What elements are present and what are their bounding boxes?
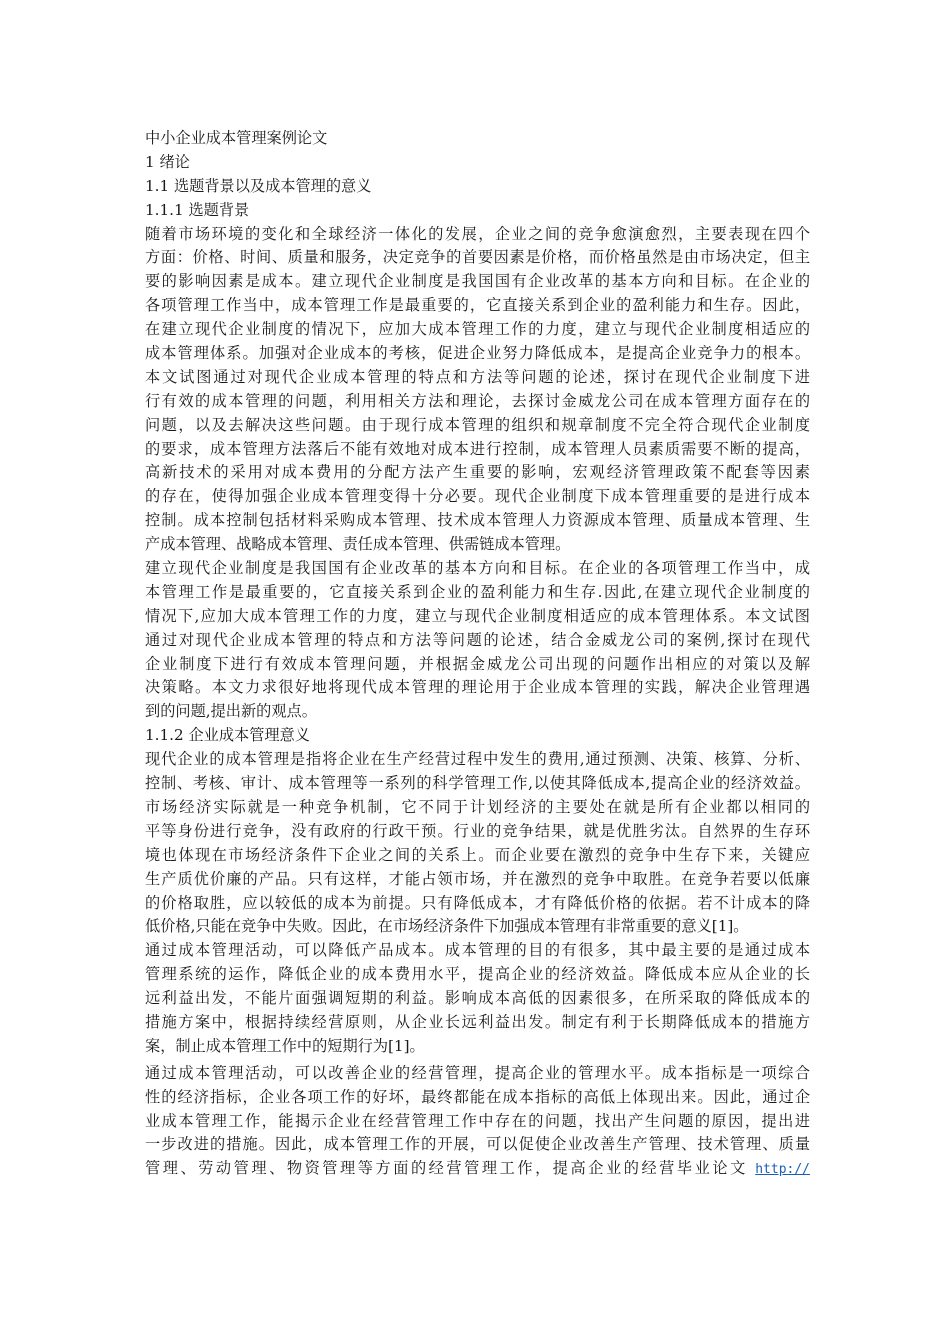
text-line-last — [145, 1157, 810, 1181]
text-line: 控制、考核、审计、成本管理等一系列的科学管理工作,以使其降低成本,提高企业的经济效益。 — [145, 774, 810, 793]
text-line: 本文试图通过对现代企业成本管理的特点和方法等问题的论述，探讨在现代企业制度下进 — [145, 367, 810, 386]
text-line: 一步改进的措施。因此，成本管理工作的开展，可以促使企业改善生产管理、技术管理、质量 — [145, 1135, 810, 1154]
text-line: 本管理工作是最重要的，它直接关系到企业的盈利能力和生存.因此,在建立现代企业制度的 — [145, 582, 810, 601]
paragraph-improve-management — [145, 1062, 810, 1181]
text-line: 企业制度下进行有效成本管理问题，并根据金威龙公司出现的问题作出相应的对策以及解 — [145, 654, 810, 673]
text-line: 决策略。本文力求很好地将现代成本管理的理论用于企业成本管理的实践，解决企业管理遇 — [145, 678, 810, 697]
text-line: 建立现代企业制度是我国国有企业改革的基本方向和目标。在企业的各项管理工作当中，成 — [145, 559, 810, 578]
text-line: 问题，以及去解决这些问题。由于现行成本管理的组织和规章制度不完全符合现代企业制度 — [145, 415, 810, 434]
text-line: 生产质优价廉的产品。只有这样，才能占领市场，并在激烈的竞争中取胜。在竞争若要以低廉 — [145, 869, 810, 888]
text-line: 案，制止成本管理工作中的短期行为[1]。 — [145, 1036, 425, 1055]
paragraph-reduce-cost — [145, 939, 810, 1058]
text-line: 的价格取胜，应以较低的成本为前提。只有降低成本，才有降低价格的依据。若不计成本的降 — [145, 893, 810, 912]
text-line: 通过成本管理活动，可以改善企业的经营管理，提高企业的管理水平。成本指标是一项综合 — [145, 1063, 810, 1082]
text-line: 措施方案中，根据持续经营原则，从企业长远利益出发。制定有利于长期降低成本的措施方 — [145, 1012, 810, 1031]
text-line: 情况下,应加大成本管理工作的力度，建立与现代企业制度相适应的成本管理体系。本文试图 — [145, 606, 810, 625]
text-line: 要的影响因素是成本。建立现代企业制度是我国国有企业改革的基本方向和目标。在企业的 — [145, 272, 810, 291]
text-line: 通过成本管理活动，可以降低产品成本。成本管理的目的有很多，其中最主要的是通过成本 — [145, 941, 810, 960]
text-line: 市场经济实际就是一种竞争机制，它不同于计划经济的主要处在就是所有企业都以相同的 — [145, 797, 810, 816]
text-line: 的存在，使得加强企业成本管理变得十分必要。现代企业制度下成本管理重要的是进行成本 — [145, 487, 810, 506]
text-line: 行有效的成本管理的问题，利用相关方法和理论，去探讨金威龙公司在成本管理方面存在的 — [145, 391, 810, 410]
paragraph-modern-enterprise — [145, 557, 810, 724]
text-line: 高新技术的采用对成本费用的分配方法产生重要的影响，宏观经济管理政策不配套等因素 — [145, 463, 810, 482]
text-fragment: 管理、劳动管理、物资管理等方面的经营管理工作，提高企业的经营毕业论文 — [145, 1159, 748, 1178]
text-line: 随着市场环境的变化和全球经济一体化的发展，企业之间的竞争愈演愈烈，主要表现在四个 — [145, 224, 810, 243]
heading-1-1-1: 1.1.1 选题背景 — [145, 200, 250, 219]
heading-1-1-2: 1.1.2 企业成本管理意义 — [145, 726, 310, 745]
heading-1-1: 1.1 选题背景以及成本管理的意义 — [145, 176, 372, 195]
text-line: 业成本管理工作，能揭示企业在经营管理工作中存在的问题，找出产生问题的原因，提出进 — [145, 1111, 810, 1130]
text-line: 平等身份进行竞争，没有政府的行政干预。行业的竞争结果，就是优胜劣汰。自然界的生存环 — [145, 821, 810, 840]
text-line: 到的问题,提出新的观点。 — [145, 702, 317, 721]
text-line: 低价格,只能在竞争中失败。因此，在市场经济条件下加强成本管理有非常重要的意义[1]。 — [145, 917, 749, 936]
text-line: 控制。成本控制包括材料采购成本管理、技术成本管理人力资源成本管理、质量成本管理、生 — [145, 511, 810, 530]
paragraph-background — [145, 223, 810, 557]
text-line: 现代企业的成本管理是指将企业在生产经营过程中发生的费用,通过预测、决策、核算、分析、 — [145, 750, 810, 769]
text-line: 通过对现代企业成本管理的特点和方法等问题的论述，结合金威龙公司的案例,探讨在现代 — [145, 630, 810, 649]
text-line: 的要求，成本管理方法落后不能有效地对成本进行控制，成本管理人员素质需要不断的提高， — [145, 439, 810, 458]
url-link[interactable]: http:// — [755, 1162, 811, 1178]
document-page — [145, 127, 810, 1181]
document-title: 中小企业成本管理案例论文 — [145, 129, 328, 147]
text-line: 性的经济指标，企业各项工作的好坏，最终都能在成本指标的高低上体现出来。因此，通过企 — [145, 1087, 810, 1106]
text-line: 产成本管理、战略成本管理、责任成本管理、供需链成本管理。 — [145, 535, 571, 554]
text-line: 管理系统的运作，降低企业的成本费用水平，提高企业的经济效益。降低成本应从企业的长 — [145, 965, 810, 984]
text-line: 远利益出发，不能片面强调短期的利益。影响成本高低的因素很多，在所采取的降低成本的 — [145, 989, 810, 1008]
text-line: 在建立现代企业制度的情况下，应加大成本管理工作的力度，建立与现代企业制度相适应的 — [145, 320, 810, 339]
paragraph-significance — [145, 748, 810, 939]
text-line: 各项管理工作当中，成本管理工作是最重要的，它直接关系到企业的盈利能力和生存。因此， — [145, 296, 810, 315]
text-line: 方面：价格、时间、质量和服务，决定竞争的首要因素是价格，而价格虽然是由市场决定，但主 — [145, 248, 810, 267]
text-line: 境也体现在市场经济条件下企业之间的关系上。而企业要在激烈的竞争中生存下来，关键应 — [145, 845, 810, 864]
heading-1: 1 绪论 — [145, 152, 190, 171]
text-line: 成本管理体系。加强对企业成本的考核，促进企业努力降低成本，是提高企业竞争力的根本。 — [145, 344, 810, 363]
